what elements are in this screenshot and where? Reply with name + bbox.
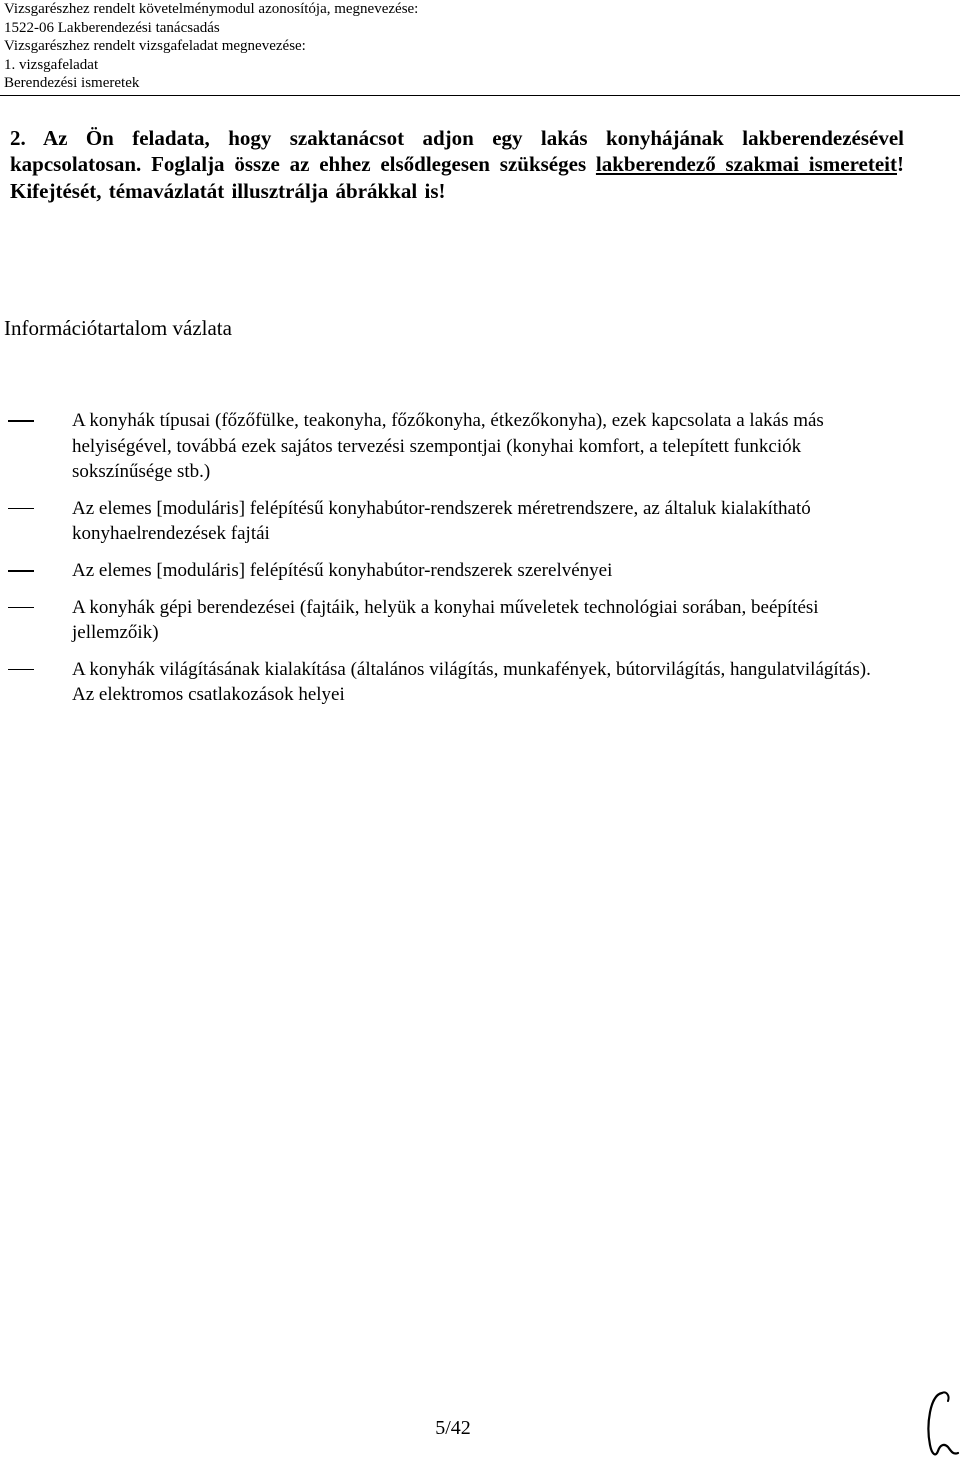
task-bold-text: 2. Az Ön feladata, hogy szaktanácsot adjon egy lakás konyhájának lakberendezésével kapcsolatosan. Foglalja össze az ehhez elsődlegesen szükséges	[10, 126, 904, 177]
dash-bullet-icon	[8, 607, 34, 609]
task-plain-text: Kifejtését, témavázlatát illusztrálja ábrákkal is!	[10, 178, 446, 203]
dash-bullet-icon	[8, 570, 34, 572]
list-item-text: A konyhák típusai (főzőfülke, teakonyha, főzőkonyha, étkezőkonyha), ezek kapcsolata a lakás más helyiségével, továbbá ezek sajátos tervezési szempontjai (konyhai komfort, a telepített funkciók sokszínűsége stb.)	[72, 410, 824, 483]
list-item-text: Az elemes [moduláris] felépítésű konyhabútor-rendszerek méretrendszere, az általuk kialakítható konyhaelrendezések fajtái	[72, 497, 811, 545]
task-punctuation: !	[897, 152, 904, 177]
list-item-text: Az elemes [moduláris] felépítésű konyhabútor-rendszerek szerelvényei	[72, 559, 613, 581]
list-item	[0, 496, 892, 547]
page-number: 5/42	[435, 1417, 471, 1439]
outline-list	[0, 408, 960, 719]
document-header	[4, 0, 418, 93]
dash-bullet-icon	[8, 508, 34, 510]
header-line-module-id: 1522-06 Lakberendezési tanácsadás	[4, 19, 220, 36]
task-underlined-text: lakberendező szakmai ismereteit	[595, 152, 897, 177]
list-item-text: A konyhák világításának kialakítása (általános világítás, munkafények, bútorvilágítás, hangulatvilágítás). Az elektromos csatlakozások helyei	[72, 658, 871, 706]
list-item	[0, 408, 892, 485]
header-line-module-label: Vizsgarészhez rendelt követelménymodul azonosítója, megnevezése:	[4, 1, 419, 17]
list-item-text: A konyhák gépi berendezései (fajtáik, helyük a konyhai műveletek technológiai sorában, beépítési jellemzőik)	[72, 596, 819, 644]
list-item	[0, 657, 892, 708]
handwritten-initial-mark	[920, 1385, 960, 1463]
header-line-task-title: Berendezési ismeretek	[4, 75, 140, 92]
header-divider	[0, 95, 960, 96]
dash-bullet-icon	[8, 669, 34, 671]
list-item	[0, 558, 892, 584]
task-statement	[10, 125, 904, 204]
outline-title: Információtartalom vázlata	[4, 316, 232, 340]
header-line-task-label: Vizsgarészhez rendelt vizsgafeladat megnevezése:	[4, 38, 306, 55]
list-item	[0, 595, 892, 646]
dash-bullet-icon	[8, 420, 34, 422]
header-line-task-number: 1. vizsgafeladat	[4, 56, 99, 73]
